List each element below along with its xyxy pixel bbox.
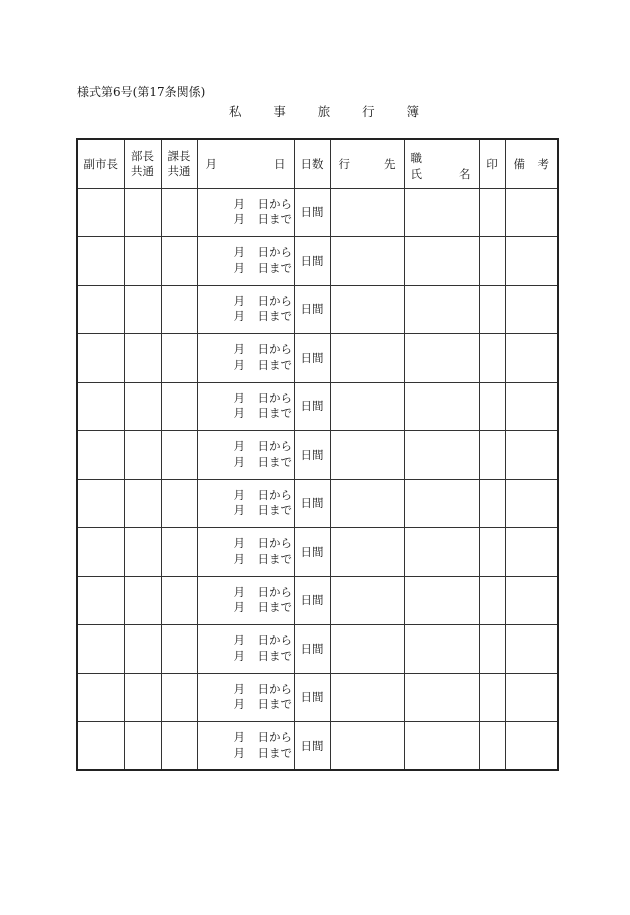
deputy-mayor-cell[interactable] [77,188,124,237]
period-to-label: 日まで [257,212,292,227]
period-cell[interactable] [197,382,294,431]
director-cell[interactable] [124,625,161,674]
col-name-right: 名 [459,167,471,181]
period-month-label: 月 [233,600,245,615]
destination-cell[interactable] [330,285,404,334]
section-chief-cell[interactable] [161,479,197,528]
name-cell[interactable] [404,673,479,722]
period-from-label: 日から [257,633,292,648]
period-to-line [198,309,294,325]
ledger-body [77,188,558,770]
days-cell[interactable]: 日間 [294,237,330,286]
period-to-label: 日まで [257,745,292,760]
period-from-line [198,536,294,552]
destination-cell[interactable] [330,334,404,383]
period-from-label: 日から [257,487,292,502]
title-char: 事 [273,104,286,119]
period-to-label: 日まで [257,503,292,518]
seal-cell[interactable] [479,625,505,674]
deputy-mayor-cell[interactable] [77,673,124,722]
period-from-line [198,633,294,649]
period-from-line [198,245,294,261]
name-cell[interactable] [404,576,479,625]
days-cell[interactable]: 日間 [294,334,330,383]
period-month-label: 月 [233,487,245,502]
period-month-label: 月 [233,745,245,760]
col-director [124,139,161,188]
title-char: 旅 [317,104,331,119]
section-chief-cell[interactable] [161,576,197,625]
title-char: 行 [362,104,375,119]
period-month-label: 月 [233,536,245,551]
deputy-mayor-cell[interactable] [77,431,124,480]
table-row [77,528,558,577]
period-from-line [198,197,294,213]
col-remarks-right: 考 [537,156,549,171]
period-to-label: 日まで [257,551,292,566]
remarks-cell[interactable] [505,285,558,334]
period-to-label: 日まで [257,697,292,712]
period-month-label: 月 [233,730,245,744]
table-row [77,237,558,286]
period-month-label: 月 [233,551,245,566]
period-month-label: 月 [233,342,245,357]
seal-cell[interactable] [479,431,505,480]
period-cell[interactable] [197,285,294,334]
col-destination-right: 先 [384,156,396,171]
period-to-label: 日まで [257,406,292,421]
remarks-cell[interactable] [505,722,558,771]
director-cell[interactable] [124,479,161,528]
period-to-line [198,406,294,422]
table-row [77,479,558,528]
period-from-line [198,585,294,601]
remarks-cell[interactable] [505,528,558,577]
section-chief-cell[interactable] [161,673,197,722]
table-row [77,673,558,722]
deputy-mayor-cell[interactable] [77,528,124,577]
seal-cell[interactable] [479,528,505,577]
destination-cell[interactable] [330,237,404,286]
period-month-label: 月 [233,260,245,275]
days-cell[interactable]: 日間 [294,722,330,771]
name-cell[interactable] [404,237,479,286]
form-number: 様式第6号(第17条関係) [77,85,206,99]
director-cell[interactable] [124,722,161,771]
period-to-line [198,552,294,568]
period-to-line [198,212,294,228]
period-from-line [198,682,294,698]
period-cell[interactable] [197,431,294,480]
table-row [77,188,558,237]
period-to-label: 日まで [257,309,292,324]
director-cell[interactable] [124,334,161,383]
period-cell[interactable] [197,722,294,771]
period-from-label: 日から [257,439,292,454]
section-chief-cell[interactable] [161,237,197,286]
period-month-label: 月 [233,406,245,421]
days-cell[interactable]: 日間 [294,479,330,528]
director-cell[interactable] [124,382,161,431]
period-month-label: 月 [233,681,245,696]
col-name-title: 職 [410,151,422,165]
destination-cell[interactable] [330,431,404,480]
name-cell[interactable] [404,188,479,237]
deputy-mayor-cell[interactable] [77,479,124,528]
remarks-cell[interactable] [505,334,558,383]
days-cell[interactable]: 日間 [294,285,330,334]
period-cell[interactable] [197,237,294,286]
period-month-label: 月 [233,648,245,663]
destination-cell[interactable] [330,528,404,577]
section-chief-cell[interactable] [161,625,197,674]
director-cell[interactable] [124,673,161,722]
period-month-label: 月 [233,357,245,372]
period-from-label: 日から [257,342,292,357]
destination-cell[interactable] [330,382,404,431]
days-cell[interactable]: 日間 [294,625,330,674]
period-to-label: 日まで [257,357,292,372]
table-row [77,431,558,480]
period-cell[interactable] [197,479,294,528]
table-row [77,285,558,334]
section-chief-cell[interactable] [161,431,197,480]
col-remarks [505,139,558,188]
name-cell[interactable] [404,528,479,577]
name-cell[interactable] [404,625,479,674]
period-cell[interactable] [197,528,294,577]
destination-cell[interactable] [330,722,404,771]
period-from-label: 日から [257,293,292,308]
period-cell[interactable] [197,625,294,674]
period-from-line [198,488,294,504]
period-from-line [198,439,294,455]
destination-cell[interactable] [330,479,404,528]
section-chief-cell[interactable] [161,382,197,431]
period-month-label: 月 [233,212,245,227]
name-cell[interactable] [404,285,479,334]
period-from-line [198,730,294,746]
period-to-line [198,503,294,519]
col-name [404,139,479,188]
deputy-mayor-cell[interactable] [77,285,124,334]
name-cell[interactable] [404,479,479,528]
period-month-label: 月 [233,697,245,712]
period-cell[interactable] [197,334,294,383]
remarks-cell[interactable] [505,382,558,431]
days-cell[interactable]: 日間 [294,576,330,625]
col-deputy-mayor: 副市長 [77,139,124,188]
deputy-mayor-cell[interactable] [77,722,124,771]
period-month-label: 月 [233,245,245,260]
col-destination [330,139,404,188]
form-title [229,102,419,120]
travel-ledger-table [76,138,559,771]
section-chief-cell[interactable] [161,334,197,383]
period-to-line [198,455,294,471]
period-cell[interactable] [197,576,294,625]
header-row [77,139,558,188]
seal-cell[interactable] [479,285,505,334]
section-chief-cell[interactable] [161,285,197,334]
period-to-line [198,697,294,713]
section-chief-cell[interactable] [161,722,197,771]
col-director-line1: 部長 [131,148,154,163]
destination-cell[interactable] [330,625,404,674]
period-month-label: 月 [233,309,245,324]
remarks-cell[interactable] [505,237,558,286]
seal-cell[interactable] [479,334,505,383]
days-cell[interactable]: 日間 [294,382,330,431]
period-month-label: 月 [233,454,245,469]
destination-cell[interactable] [330,576,404,625]
remarks-cell[interactable] [505,479,558,528]
period-to-label: 日まで [257,600,292,615]
period-to-line [198,600,294,616]
col-director-line2: 共通 [131,163,154,178]
name-cell[interactable] [404,722,479,771]
deputy-mayor-cell[interactable] [77,382,124,431]
period-from-line [198,342,294,358]
period-from-label: 日から [257,390,292,405]
director-cell[interactable] [124,431,161,480]
remarks-cell[interactable] [505,431,558,480]
seal-cell[interactable] [479,382,505,431]
table-row [77,625,558,674]
remarks-cell[interactable] [505,576,558,625]
seal-cell[interactable] [479,673,505,722]
title-char: 私 [229,104,242,119]
period-month-label: 月 [233,584,245,599]
period-month-label: 月 [233,439,245,454]
seal-cell[interactable] [479,188,505,237]
name-cell[interactable] [404,334,479,383]
period-from-label: 日から [257,730,292,744]
period-month-label: 月 [233,390,245,405]
destination-cell[interactable] [330,188,404,237]
section-chief-cell[interactable] [161,528,197,577]
col-date-month: 月 [205,156,217,171]
seal-cell[interactable] [479,576,505,625]
period-to-line [198,746,294,762]
period-month-label: 月 [233,503,245,518]
col-date-day: 日 [274,156,286,171]
table-row [77,382,558,431]
period-to-line [198,649,294,665]
remarks-cell[interactable] [505,625,558,674]
period-to-line [198,358,294,374]
seal-cell[interactable] [479,722,505,771]
period-to-label: 日まで [257,648,292,663]
seal-cell[interactable] [479,237,505,286]
period-to-label: 日まで [257,454,292,469]
director-cell[interactable] [124,188,161,237]
col-section-chief-line1: 課長 [167,148,191,163]
period-from-label: 日から [257,681,292,696]
col-days: 日数 [294,139,330,188]
period-from-line [198,294,294,310]
period-from-label: 日から [257,536,292,551]
deputy-mayor-cell[interactable] [77,334,124,383]
table-row [77,576,558,625]
period-month-label: 月 [233,196,245,211]
col-date [197,139,294,188]
director-cell[interactable] [124,237,161,286]
days-cell[interactable]: 日間 [294,528,330,577]
col-section-chief-line2: 共通 [167,163,191,178]
deputy-mayor-cell[interactable] [77,237,124,286]
seal-cell[interactable] [479,479,505,528]
period-cell[interactable] [197,188,294,237]
remarks-cell[interactable] [505,673,558,722]
director-cell[interactable] [124,576,161,625]
period-to-line [198,261,294,277]
table-row [77,722,558,771]
days-cell[interactable]: 日間 [294,673,330,722]
title-char: 簿 [406,104,419,119]
col-seal: 印 [479,139,505,188]
period-month-label: 月 [233,633,245,648]
section-chief-cell[interactable] [161,188,197,237]
period-from-label: 日から [257,584,292,599]
name-cell[interactable] [404,382,479,431]
director-cell[interactable] [124,285,161,334]
destination-cell[interactable] [330,673,404,722]
col-name-left: 氏 [410,167,422,181]
deputy-mayor-cell[interactable] [77,625,124,674]
col-destination-left: 行 [338,156,350,171]
period-from-label: 日から [257,245,292,260]
period-from-label: 日から [257,196,292,211]
name-cell[interactable] [404,431,479,480]
period-month-label: 月 [233,293,245,308]
col-remarks-left: 備 [513,156,525,171]
days-cell[interactable]: 日間 [294,431,330,480]
period-from-line [198,391,294,407]
period-cell[interactable] [197,673,294,722]
deputy-mayor-cell[interactable] [77,576,124,625]
director-cell[interactable] [124,528,161,577]
remarks-cell[interactable] [505,188,558,237]
days-cell[interactable]: 日間 [294,188,330,237]
period-to-label: 日まで [257,260,292,275]
col-section-chief [161,139,197,188]
table-row [77,334,558,383]
